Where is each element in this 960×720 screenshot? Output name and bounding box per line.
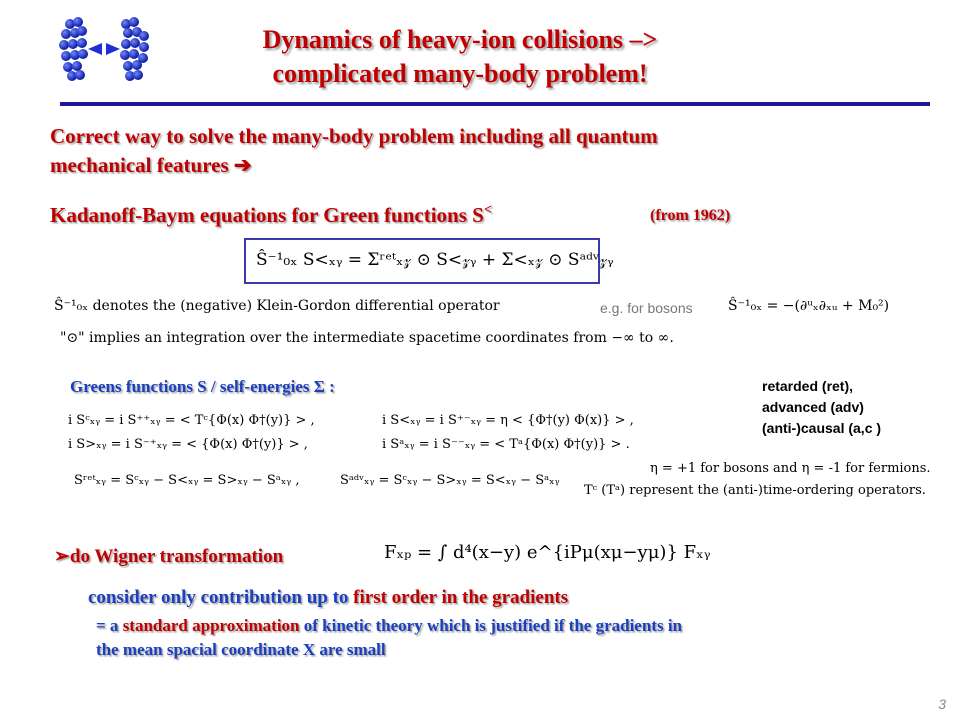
from-1962-note: (from 1962): [650, 207, 731, 224]
def-advanced: Sᵃᵈᵛₓᵧ = Sᶜₓᵧ − S>ₓᵧ = S<ₓᵧ − Sᵃₓᵧ: [340, 473, 560, 488]
def-retarded: Sʳᵉᵗₓᵧ = Sᶜₓᵧ − S<ₓᵧ = S>ₓᵧ − Sᵃₓᵧ ,: [74, 473, 300, 488]
kadanoff-baym-equation: Ŝ⁻¹₀ₓ S<ₓᵧ = Σʳᵉᵗₓ𝓏 ⊙ S<𝓏ᵧ + Σ<ₓ𝓏 ⊙ Sᵃᵈᵛ𝓏ᵧ: [256, 250, 614, 270]
odot-definition-line: "⊙" implies an integration over the intermediate spacetime coordinates from −∞ to ∞.: [60, 330, 674, 346]
time-ordering-note: Tᶜ (Tᵃ) represent the (anti-)time-ordering operators.: [584, 483, 926, 498]
slide-title-line2: complicated many-body problem!: [272, 59, 648, 88]
legend-ret: retarded (ret),: [762, 378, 854, 394]
colliding-nuclei-logo: [58, 14, 150, 84]
legend-causal: (anti-)causal (a,c ): [762, 420, 882, 436]
greens-functions-heading: Greens functions S / self-energies Σ :: [70, 377, 335, 396]
intro-text: Correct way to solve the many-body problem including all quantum mechanical features ➔: [50, 124, 658, 177]
def-lesser: i S<ₓᵧ = i S⁺⁻ₓᵧ = η < {Φ†(y) Φ(x)} > ,: [382, 413, 634, 428]
def-causal: i Sᶜₓᵧ = i S⁺⁺ₓᵧ = < Tᶜ{Φ(x) Φ†(y)} > ,: [68, 413, 315, 428]
page-number: 3: [938, 696, 946, 712]
bosons-example-label: e.g. for bosons: [600, 300, 693, 316]
kadanoff-baym-heading: Kadanoff-Baym equations for Green functions S<: [50, 202, 493, 227]
wigner-bullet: ➢do Wigner transformation: [54, 546, 284, 567]
slide-title-line1: Dynamics of heavy-ion collisions –>: [262, 25, 658, 54]
kadanoff-baym-equation-box: [244, 238, 614, 284]
klein-gordon-line: Ŝ⁻¹₀ₓ denotes the (negative) Klein-Gordon differential operator: [54, 298, 500, 314]
title-divider: [60, 102, 930, 106]
bullet-arrow-icon: ➢: [54, 546, 70, 567]
approximation-note: = a standard approximation of kinetic theory which is justified if the gradients in the mean spacial coordinate X are small: [96, 616, 682, 659]
legend-adv: advanced (adv): [762, 399, 864, 415]
wigner-transform-equation: Fₓₚ = ∫ d⁴(x−y) e^{iPμ(xμ−yμ)} Fₓᵧ: [384, 542, 711, 563]
def-greater: i S>ₓᵧ = i S⁻⁺ₓᵧ = < {Φ(x) Φ†(y)} > ,: [68, 437, 308, 452]
bosons-example-equation: Ŝ⁻¹₀ₓ = −(∂ᵘₓ∂ₓᵤ + M₀²): [728, 298, 890, 314]
right-arrow-icon: ➔: [233, 153, 252, 177]
gradient-order-line: consider only contribution up to first order in the gradients: [88, 587, 569, 608]
eta-note: η = +1 for bosons and η = -1 for fermions.: [650, 461, 931, 476]
def-anticausal: i Sᵃₓᵧ = i S⁻⁻ₓᵧ = < Tᵃ{Φ(x) Φ†(y)} > .: [382, 437, 630, 452]
